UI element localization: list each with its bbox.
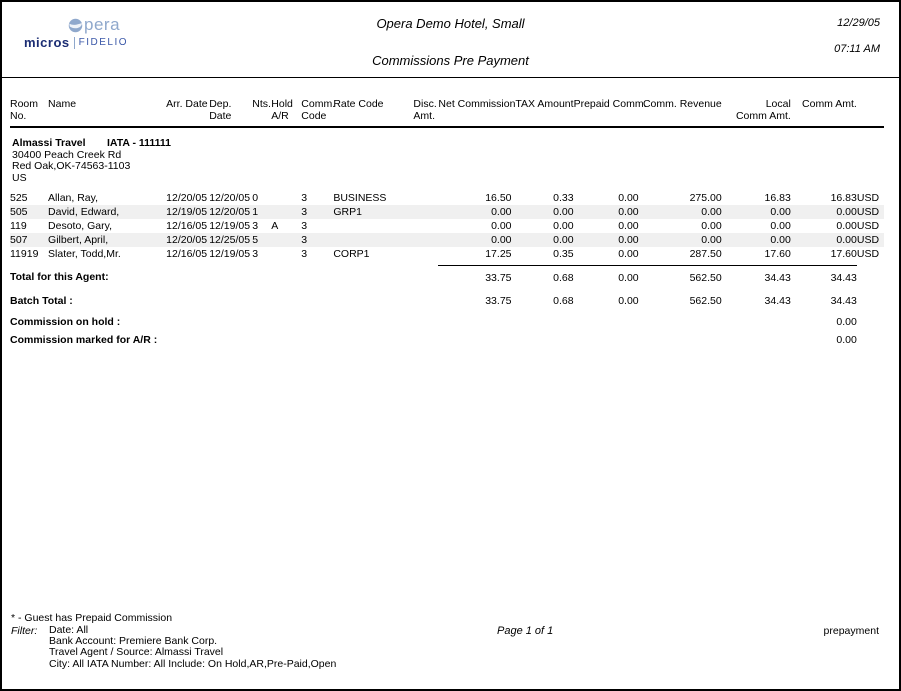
empty-cell bbox=[574, 334, 639, 352]
filter-line-agent: Travel Agent / Source: Almassi Travel bbox=[49, 646, 224, 659]
cell-rate-code: CORP1 bbox=[333, 247, 370, 260]
cell-currency: USD bbox=[856, 205, 880, 218]
total-agent-currency bbox=[857, 265, 884, 295]
agent-info-cell bbox=[10, 127, 884, 191]
batch-total-tax: 0.68 bbox=[553, 295, 574, 307]
col-label: Disc. bbox=[413, 98, 437, 110]
total-agent-net: 33.75 bbox=[438, 265, 511, 295]
col-room-no bbox=[10, 99, 48, 127]
cell-net: 0.00 bbox=[491, 233, 512, 246]
cell-comm-code: 3 bbox=[301, 205, 308, 218]
cell-comm: 0.00 bbox=[836, 219, 857, 232]
cell-arr: 12/20/05 bbox=[166, 233, 208, 246]
col-nts bbox=[252, 99, 271, 127]
batch-total-currency bbox=[857, 295, 884, 316]
micros-logo-text: micros bbox=[24, 35, 70, 50]
table-header-row bbox=[10, 99, 884, 127]
table-header bbox=[10, 99, 884, 127]
cell-net: 0.00 bbox=[491, 205, 512, 218]
cell-rate-code: GRP1 bbox=[333, 205, 362, 218]
empty-cell bbox=[722, 334, 791, 352]
cell-currency: USD bbox=[856, 219, 880, 232]
col-label: Code bbox=[301, 109, 327, 122]
header-divider-line bbox=[2, 77, 899, 78]
col-comm-code bbox=[301, 98, 336, 127]
report-title: Opera Demo Hotel, Small bbox=[376, 16, 525, 31]
cell-room: 11919 bbox=[10, 247, 39, 260]
table-row bbox=[10, 233, 884, 247]
cell-prepaid: 0.00 bbox=[618, 219, 639, 232]
batch-total-revenue: 562.50 bbox=[689, 295, 722, 307]
agent-info-row bbox=[10, 127, 884, 191]
col-currency bbox=[857, 99, 884, 127]
filter-lines bbox=[49, 625, 336, 670]
prepaid-commission-note: * - Guest has Prepaid Commission bbox=[11, 612, 173, 624]
report-subtitle: Commissions Pre Payment bbox=[372, 53, 529, 68]
cell-tax: 0.35 bbox=[553, 247, 574, 260]
batch-total-net: 33.75 bbox=[485, 295, 512, 307]
col-label: Name bbox=[48, 98, 77, 110]
cell-room: 507 bbox=[10, 233, 28, 246]
empty-cell bbox=[512, 334, 574, 352]
filter-label: Filter: bbox=[11, 625, 38, 637]
col-label: Rate Code bbox=[333, 98, 384, 110]
agent-address1: 30400 Peach Creek Rd bbox=[12, 148, 122, 161]
empty-cell bbox=[639, 334, 722, 352]
cell-dep: 12/19/05 bbox=[209, 219, 251, 232]
cell-prepaid: 0.00 bbox=[618, 247, 639, 260]
cell-rate-code bbox=[333, 233, 413, 247]
cell-local: 0.00 bbox=[770, 219, 791, 232]
cell-arr: 12/16/05 bbox=[166, 247, 208, 260]
batch-total-label: Batch Total : bbox=[10, 295, 73, 307]
fidelio-logo-text: FIDELIO bbox=[78, 37, 129, 48]
col-comm-revenue bbox=[639, 99, 722, 127]
commission-on-hold-value: 0.00 bbox=[836, 316, 857, 328]
col-label: A/R bbox=[271, 109, 289, 122]
page-number: Page 1 of 1 bbox=[497, 625, 554, 637]
cell-dep: 12/20/05 bbox=[209, 191, 251, 204]
cell-local: 16.83 bbox=[764, 191, 791, 204]
commission-ar-value: 0.00 bbox=[836, 334, 857, 346]
cell-local: 0.00 bbox=[770, 233, 791, 246]
cell-room: 525 bbox=[10, 191, 28, 204]
logo-divider bbox=[74, 37, 75, 49]
filter-line-bank: Bank Account: Premiere Bank Corp. bbox=[49, 635, 218, 648]
cell-prepaid: 0.00 bbox=[618, 191, 639, 204]
cell-nts: 5 bbox=[252, 233, 259, 246]
batch-total-row bbox=[10, 295, 884, 316]
cell-revenue: 0.00 bbox=[701, 219, 722, 232]
col-label: Arr. Date bbox=[166, 98, 208, 110]
cell-net: 16.50 bbox=[485, 191, 512, 204]
cell-prepaid: 0.00 bbox=[618, 233, 639, 246]
col-dep-date bbox=[209, 99, 252, 127]
cell-net: 0.00 bbox=[491, 219, 512, 232]
cell-disc bbox=[413, 247, 438, 261]
cell-tax: 0.33 bbox=[553, 191, 574, 204]
total-agent-comm: 34.43 bbox=[791, 265, 857, 295]
cell-room: 119 bbox=[10, 219, 27, 232]
cell-revenue: 275.00 bbox=[689, 191, 722, 204]
agent-name-line bbox=[12, 138, 884, 150]
filter-line-date: Date: All bbox=[49, 624, 89, 636]
col-tax-amount bbox=[512, 99, 574, 127]
col-label: Comm. Revenue bbox=[642, 98, 722, 110]
col-prepaid-comm bbox=[573, 98, 647, 127]
col-disc-amt bbox=[413, 99, 438, 127]
col-label: Date bbox=[209, 109, 232, 122]
cell-name: Gilbert, April, bbox=[48, 233, 109, 246]
empty-cell bbox=[438, 334, 511, 352]
empty-cell bbox=[438, 316, 511, 334]
report-date: 12/29/05 bbox=[837, 17, 880, 29]
cell-revenue: 0.00 bbox=[701, 233, 722, 246]
col-label: Dep. bbox=[209, 98, 232, 110]
cell-hold: A bbox=[271, 219, 279, 232]
cell-prepaid: 0.00 bbox=[618, 205, 639, 218]
cell-hold bbox=[271, 247, 301, 261]
col-hold-ar bbox=[271, 99, 301, 127]
cell-comm: 0.00 bbox=[836, 233, 857, 246]
col-label: Comm. bbox=[301, 98, 336, 110]
total-agent-prepaid: 0.00 bbox=[574, 265, 639, 295]
cell-comm: 16.83 bbox=[830, 191, 857, 204]
cell-dep: 12/19/05 bbox=[209, 247, 251, 260]
cell-disc bbox=[413, 191, 438, 205]
col-arr-date bbox=[166, 99, 209, 127]
cell-disc bbox=[413, 205, 438, 219]
col-label: No. bbox=[10, 109, 27, 122]
batch-total-prepaid: 0.00 bbox=[618, 295, 639, 307]
col-comm-amt bbox=[791, 99, 857, 127]
total-agent-row bbox=[10, 265, 884, 295]
cell-hold bbox=[271, 205, 301, 219]
empty-cell bbox=[512, 316, 574, 334]
col-local-comm-amt bbox=[722, 99, 791, 127]
cell-disc bbox=[413, 219, 438, 233]
report-file-name: prepayment bbox=[823, 625, 879, 637]
commission-ar-label: Commission marked for A/R : bbox=[10, 334, 158, 346]
agent-address2: Red Oak,OK-74563-1103 bbox=[12, 160, 131, 172]
cell-comm-code: 3 bbox=[301, 233, 308, 246]
col-name bbox=[48, 99, 166, 127]
commission-on-hold-row bbox=[10, 316, 884, 334]
col-rate-code bbox=[333, 99, 413, 127]
cell-room: 505 bbox=[10, 205, 28, 218]
cell-currency: USD bbox=[856, 191, 880, 204]
cell-arr: 12/19/05 bbox=[166, 205, 208, 218]
cell-local: 0.00 bbox=[770, 205, 791, 218]
empty-cell bbox=[857, 334, 884, 352]
empty-cell bbox=[722, 316, 791, 334]
cell-nts: 3 bbox=[252, 219, 259, 232]
col-label: Hold bbox=[271, 98, 293, 110]
cell-dep: 12/20/05 bbox=[209, 205, 251, 218]
cell-hold bbox=[271, 191, 301, 205]
cell-nts: 1 bbox=[252, 205, 259, 218]
col-label: Amt. bbox=[413, 109, 435, 122]
empty-cell bbox=[574, 316, 639, 334]
total-agent-label: Total for this Agent: bbox=[10, 271, 109, 283]
col-label: Comm Amt. bbox=[802, 98, 857, 110]
cell-revenue: 0.00 bbox=[701, 205, 722, 218]
col-label: Prepaid Comm. bbox=[573, 98, 647, 110]
cell-arr: 12/20/05 bbox=[166, 191, 208, 204]
cell-comm-code: 3 bbox=[301, 219, 308, 232]
cell-arr: 12/16/05 bbox=[166, 219, 208, 232]
agent-iata: IATA - 111111 bbox=[107, 137, 172, 149]
cell-tax: 0.00 bbox=[553, 205, 574, 218]
cell-currency: USD bbox=[856, 233, 880, 246]
table-row bbox=[10, 247, 884, 261]
total-agent-tax: 0.68 bbox=[512, 265, 574, 295]
cell-revenue: 287.50 bbox=[689, 247, 722, 260]
filter-line-city: City: All IATA Number: All Include: On Hold,AR,Pre-Paid,Open bbox=[49, 657, 337, 670]
cell-nts: 0 bbox=[252, 191, 259, 204]
cell-hold bbox=[271, 233, 301, 247]
col-label: Comm Amt. bbox=[735, 109, 791, 122]
table-row bbox=[10, 191, 884, 205]
total-agent-revenue: 562.50 bbox=[639, 265, 722, 295]
col-label: Local bbox=[765, 98, 791, 110]
table-row bbox=[10, 219, 884, 233]
report-time: 07:11 AM bbox=[834, 43, 880, 55]
col-label: Net Commission bbox=[438, 98, 516, 110]
cell-dep: 12/25/05 bbox=[209, 233, 251, 246]
cell-currency: USD bbox=[856, 247, 880, 260]
cell-comm-code: 3 bbox=[301, 191, 308, 204]
agent-name: Almassi Travel bbox=[12, 137, 86, 149]
col-net-commission bbox=[438, 98, 516, 127]
col-label: Room bbox=[10, 98, 39, 110]
cell-tax: 0.00 bbox=[553, 219, 574, 232]
opera-logo-text: pera bbox=[84, 15, 121, 34]
cell-name: David, Edward, bbox=[48, 205, 120, 218]
cell-comm: 0.00 bbox=[836, 205, 857, 218]
cell-tax: 0.00 bbox=[553, 233, 574, 246]
commissions-table bbox=[10, 99, 884, 352]
empty-cell bbox=[857, 316, 884, 334]
cell-comm-code: 3 bbox=[301, 247, 308, 260]
total-agent-local: 34.43 bbox=[722, 265, 791, 295]
empty-cell bbox=[639, 316, 722, 334]
table-row bbox=[10, 205, 884, 219]
batch-total-local: 34.43 bbox=[764, 295, 791, 307]
agent-country: US bbox=[12, 171, 27, 184]
cell-nts: 3 bbox=[252, 247, 259, 260]
micros-fidelio-logo bbox=[24, 35, 128, 50]
cell-comm: 17.60 bbox=[830, 247, 857, 260]
commission-on-hold-label: Commission on hold : bbox=[10, 316, 121, 328]
cell-name: Slater, Todd,Mr. bbox=[48, 247, 121, 260]
cell-name: Allan, Ray, bbox=[48, 191, 99, 204]
col-label: TAX Amount bbox=[515, 98, 574, 110]
batch-total-comm: 34.43 bbox=[830, 295, 857, 307]
cell-local: 17.60 bbox=[764, 247, 791, 260]
cell-disc bbox=[413, 233, 438, 247]
cell-rate-code: BUSINESS bbox=[333, 191, 387, 204]
col-label: Nts. bbox=[252, 98, 271, 110]
cell-net: 17.25 bbox=[485, 247, 512, 260]
cell-rate-code bbox=[333, 219, 413, 233]
cell-name: Desoto, Gary, bbox=[48, 219, 113, 232]
commission-ar-row bbox=[10, 334, 884, 352]
